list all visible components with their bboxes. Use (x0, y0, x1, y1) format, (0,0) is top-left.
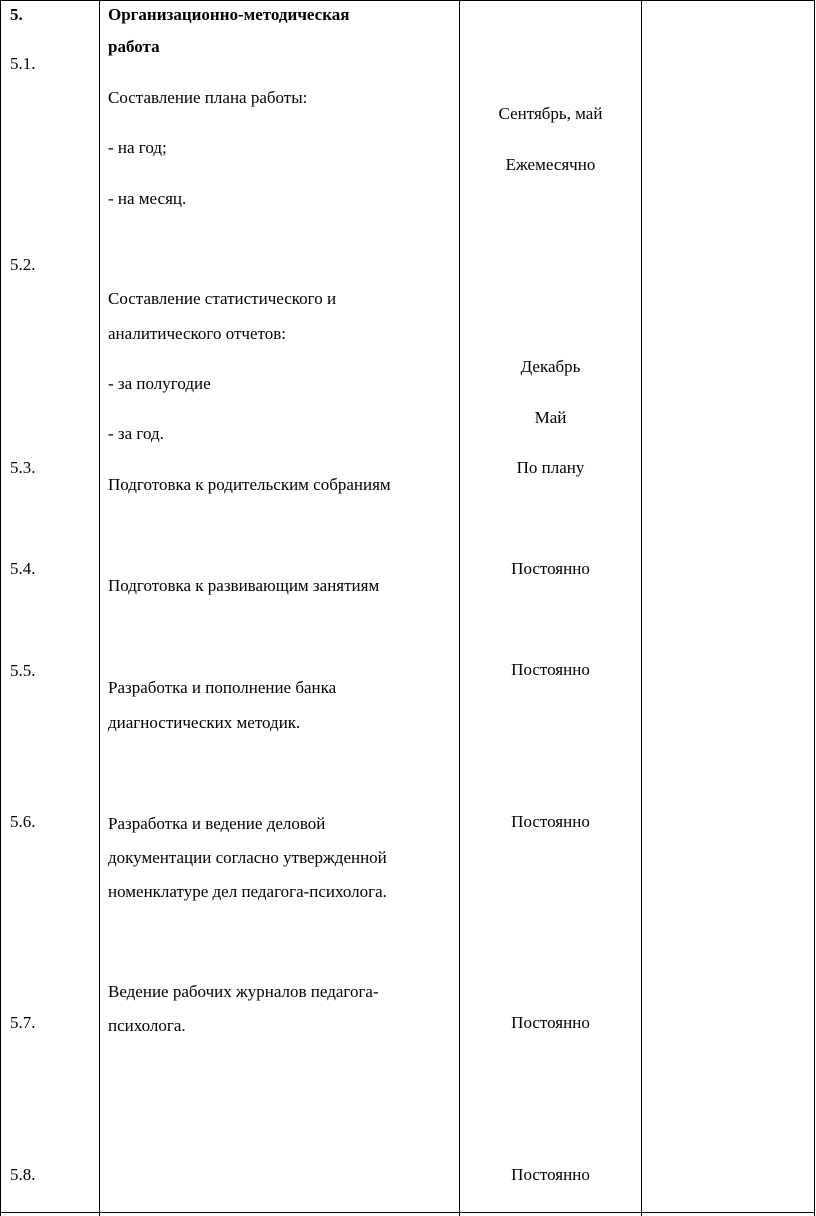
row-number: 5.4. (10, 559, 36, 578)
task-text: - за полугодие (108, 374, 211, 393)
section-title: Организационно-методическая (108, 5, 350, 24)
term-text: Постоянно (511, 660, 590, 679)
task-text: Подготовка к родительским собраниям (108, 475, 391, 494)
table-border-right (814, 0, 815, 1216)
task-text: Разработка и ведение деловой (108, 814, 326, 833)
task-text: Ведение рабочих журналов педагога- (108, 982, 379, 1001)
task-text: Составление статистического и (108, 289, 337, 308)
term-text: Постоянно (511, 1165, 590, 1184)
task-text: психолога. (108, 1016, 186, 1035)
task-text: - на год; (108, 138, 167, 157)
table-border-top (0, 0, 815, 1)
term-text: Май (534, 408, 567, 427)
term-text: По плану (516, 458, 585, 477)
term-text: Сентябрь, май (498, 104, 603, 123)
task-text: Разработка и пополнение банка (108, 678, 337, 697)
task-text: аналитического отчетов: (108, 324, 286, 343)
term-text: Постоянно (511, 559, 590, 578)
row-number: 5.2. (10, 255, 36, 274)
column-divider-2 (459, 0, 460, 1216)
term-text: Ежемесячно (505, 155, 596, 174)
term-text: Декабрь (520, 357, 581, 376)
task-text: Составление плана работы: (108, 88, 308, 107)
row-number: 5.6. (10, 812, 36, 831)
task-text: документации согласно утвержденной (108, 848, 387, 867)
term-text: Постоянно (511, 812, 590, 831)
column-divider-1 (99, 0, 100, 1216)
task-text: - за год. (108, 424, 164, 443)
task-text: номенклатуре дел педагога-психолога. (108, 882, 387, 901)
task-text: Подготовка к развивающим занятиям (108, 576, 380, 595)
row-number: 5.7. (10, 1013, 36, 1032)
column-divider-3 (641, 0, 642, 1216)
row-number: 5.8. (10, 1165, 36, 1184)
row-number: 5.5. (10, 661, 36, 680)
row-number: 5.1. (10, 54, 36, 73)
term-text: Постоянно (511, 1013, 590, 1032)
table-border-bottom (0, 1212, 815, 1213)
section-title: работа (108, 37, 160, 56)
section-number: 5. (10, 5, 23, 24)
task-text: - на месяц. (108, 189, 187, 208)
row-number: 5.3. (10, 458, 36, 477)
task-text: диагностических методик. (108, 713, 301, 732)
table-border-left (0, 0, 1, 1216)
